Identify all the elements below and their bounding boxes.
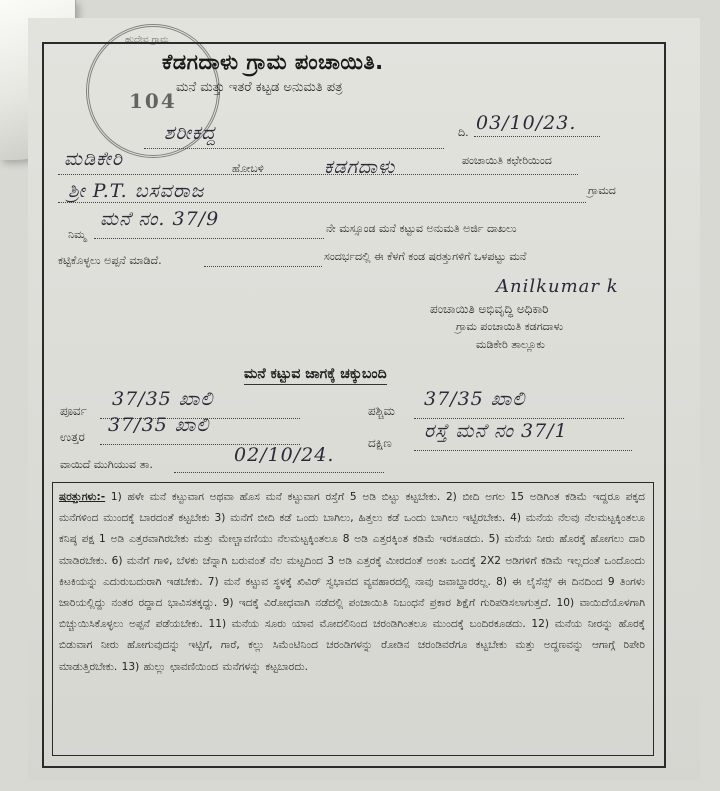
date-label: ದಿ.	[458, 126, 469, 139]
conditions-text: 1) ಹಳೇ ಮನೆ ಕಟ್ಟುವಾಗ ಅಥವಾ ಹೊಸ ಮನೆ ಕಟ್ಟುವಾಗ ರಸ್ತೆಗೆ 5 ಅಡಿ ಬಿಟ್ಟು ಕಟ್ಟಬೇಕು. 2) ಬೀದಿ ಅಗಲ 15 ಅಡಿಗಿಂತ ಕಡಿಮೆ ಇದ್ದರೂ ಪಕ್ಕದ ಮನೆಗಳಿಂದ ಮುಂದಕ್ಕೆ ಬಾರದಂತೆ ಕಟ್ಟಬೇಕು 3) ಮನೆಗೆ ಬೀದಿ ಕಡೆ ಒಂದು ಬಾಗಿಲು, ಹಿತ್ತಲು ಕಡೆ ಒಂದು ಬಾಗಿಲು ಇಟ್ಟಿರಬೇಕು. 4) ಮನೆಯ ನೆಲವು ನೆಲಮಟ್ಟಕ್ಕಿಂತಲೂ ಕನಿಷ್ಠ ಪಕ್ಷ 1 ಅಡಿ ಎತ್ತರವಾಗಿರಬೇಕು ಮತ್ತು ಮೇಲ್ಚಾವಣಿಯು ನೆಲಮಟ್ಟಕ್ಕಿಂತಲೂ 8 ಅಡಿ ಎತ್ತರಕ್ಕಿಂತ ಕಡಿಮೆ ಇರಕೂಡದು. 5) ಮನೆಯ ನೀರು ಹೊರಕ್ಕೆ ಹೋಗಲು ದಾರಿ ಮಾಡಿರಬೇಕು. 6) ಮನೆಗೆ ಗಾಳಿ, ಬೆಳಕು ಚೆನ್ನಾಗಿ ಬರುವಂತೆ ನೆಲ ಮಟ್ಟದಿಂದ 3 ಅಡಿ ಎತ್ತರಕ್ಕೆ ಮೀರದಂತೆ ಅಂತಃ ಒಂದಕ್ಕೆ 2X2 ಅಡಿಗಳಿಗೆ ಕಡಿಮೆ ಇಲ್ಲದಂತೆ ಒಂದೊಂದು ಕಿಟಕಿಯನ್ನು ಎದುರುಬದುರಾಗಿ ಇಡಬೇಕು. 7) ಮನೆ ಕಟ್ಟುವ ಸ್ಥಳಕ್ಕೆ ಖಿವಿರ್ ಸ್ವಭಾವದ ವ್ಯವಹಾರದಲ್ಲಿ ನಾವು ಜವಾಬ್ದಾರರಲ್ಲ. 8) ಈ ಲೈಸೆನ್ಸ್ ಈ ದಿನದಿಂದ 9 ತಿಂಗಳು ಜಾರಿಯಲ್ಲಿದ್ದು ನಂತರ ರದ್ದಾದ ಭಾವಿಸತಕ್ಕದ್ದು. 9) ಇದಕ್ಕೆ ವಿರೋಧವಾಗಿ ನಡೆದಲ್ಲಿ ಪಂಚಾಯಿತಿ ನಿಬಂಧನೆ ಪ್ರಕಾರ ಶಿಕ್ಷೆಗೆ ಗುರಿಪಡಿಸಲಾಗುತ್ತದೆ. 10) ವಾಯಿದೆಯೊಳಗಾಗಿ ಬಿಚ್ಚುಯಿಸಿಕೊಳ್ಳಲು ಅಪ್ಪನೆ ಪಡೆಯಬೇಕು. 11) ಮನೆಯ ಸೂರು ಯಾವ ಮೋದಲಿನಿಂದ ಚರಂಡಿಗಿಂತಲೂ ಮುಂದಕ್ಕೆ ಬಂದಿರಕೂಡದು. 12) ಮನೆಯ ನೀರನ್ನು ಹೊರಕ್ಕೆ ಬಿಡುವಾಗ ನೀರು ಹೋಗುವುದನ್ನು ಇಟ್ಟಿಗೆ, ಗಾರೆ, ಕಲ್ಲು ಸಿಮೆಂಟಿನಿಂದ ಚರಂಡಿಗಳನ್ನು ರೋಡಿನ ಚರಂಡಿವರೆಗೂ ಕಟ್ಟಬೇಕು ಮತ್ತು ಅದ್ದಣವನ್ನು ಆಗಾಗ್ಗೆ ರಿಪೇರಿ ಮಾಡುತ್ತಿರಬೇಕು. 13) ಹುಲ್ಲು ಛಾವಣಿಯಿಂದ ಮನೆಗಳನ್ನು ಕಟ್ಟಬಾರದು.	[59, 491, 646, 673]
south-value: ರಸ್ತೆ ಮನೆ ನಂ 37/1	[424, 420, 568, 442]
expiry-label: ವಾಯಿದೆ ಮುಗಿಯುವ ತಾ.	[60, 458, 153, 471]
stamp-number: 104	[129, 89, 177, 113]
document-frame	[42, 42, 666, 768]
stamp-text: ಹುದೇವ ಗ್ರಾಮ	[125, 35, 169, 45]
survey-written: ಮನೆ ನಂ. 37/9	[100, 208, 220, 230]
officer-signature: Anilkumar k	[496, 276, 619, 297]
officer-taluk: ಮಡಿಕೇರಿ ತಾಲ್ಲೂಕು	[476, 338, 545, 351]
boundary-heading: ಮನೆ ಕಟ್ಟುವ ಜಾಗಕ್ಕೆ ಚಕ್ಕುಬಂದಿ	[244, 366, 387, 385]
date-value: 03/10/23.	[476, 112, 577, 134]
addressee-name: ಶರೀಕದ್ದ	[164, 122, 217, 144]
conditions-box	[52, 482, 654, 756]
north-label: ಉತ್ತರ	[60, 430, 85, 444]
north-value: 37/35 ಖಾಲಿ	[108, 414, 210, 436]
village-written: ಕಡಗದಾಳು	[324, 156, 396, 178]
body-line-2: ಕಟ್ಟಿಕೊಳ್ಳಲು ಅಪ್ಪನೆ ಮಾಡಿದೆ.	[58, 254, 162, 267]
west-value: 37/35 ಖಾಲಿ	[424, 388, 526, 410]
west-label: ಪಶ್ಚಿಮ	[368, 404, 395, 418]
conditions-paragraph	[59, 487, 645, 678]
body-line-1: ನೇ ಮಸ್ಸೂಂಡ ಮನೆ ಕಟ್ಟುವ ಅನುಮತಿ ಅರ್ಜಿ ದಾಖಲು	[326, 222, 517, 235]
officer-designation: ಪಂಚಾಯಿತಿ ಅಭಿವೃದ್ಧಿ ಅಧಿಕಾರಿ	[430, 302, 549, 316]
grama-label: ಗ್ರಾಮದ	[588, 184, 616, 197]
panchayat-label: ಪಂಚಾಯಿತಿ ಕಛೇರಿಯಿಂದ	[462, 154, 552, 167]
expiry-value: 02/10/24.	[234, 444, 335, 466]
conditions-label: ಷರತ್ತುಗಳು:-	[59, 491, 106, 503]
south-label: ದಕ್ಷಿಣ	[368, 436, 392, 450]
body-line-3: ಸಂದರ್ಭದಲ್ಲಿ ಈ ಕೆಳಗೆ ಕಂಡ ಷರತ್ತುಗಳಿಗೆ ಒಳಪಟ್ಟು ಮನೆ	[324, 250, 527, 263]
page-title: ಕೆಡಗದಾಳು ಗ್ರಾಮ ಪಂಚಾಯಿತಿ.	[162, 50, 384, 74]
east-label: ಪೂರ್ವ	[60, 404, 87, 418]
ninna-label: ನಿಮ್ಮ	[68, 228, 87, 241]
permit-sheet	[28, 18, 700, 780]
page-subtitle: ಮನೆ ಮತ್ತು ಇತರೆ ಕಟ್ಟಡ ಅನುಮತಿ ಪತ್ರ	[176, 80, 343, 95]
place-written: ಮಡಿಕೇರಿ	[64, 148, 123, 170]
east-value: 37/35 ಖಾಲಿ	[112, 388, 214, 410]
officer-office: ಗ್ರಾಮ ಪಂಚಾಯಿತಿ ಕಡಗದಾಳು	[456, 320, 564, 333]
person-written: ಶ್ರೀ P.T. ಬಸವರಾಜ	[68, 180, 205, 202]
village-label: ಹೋಬಳಿ	[232, 162, 264, 175]
